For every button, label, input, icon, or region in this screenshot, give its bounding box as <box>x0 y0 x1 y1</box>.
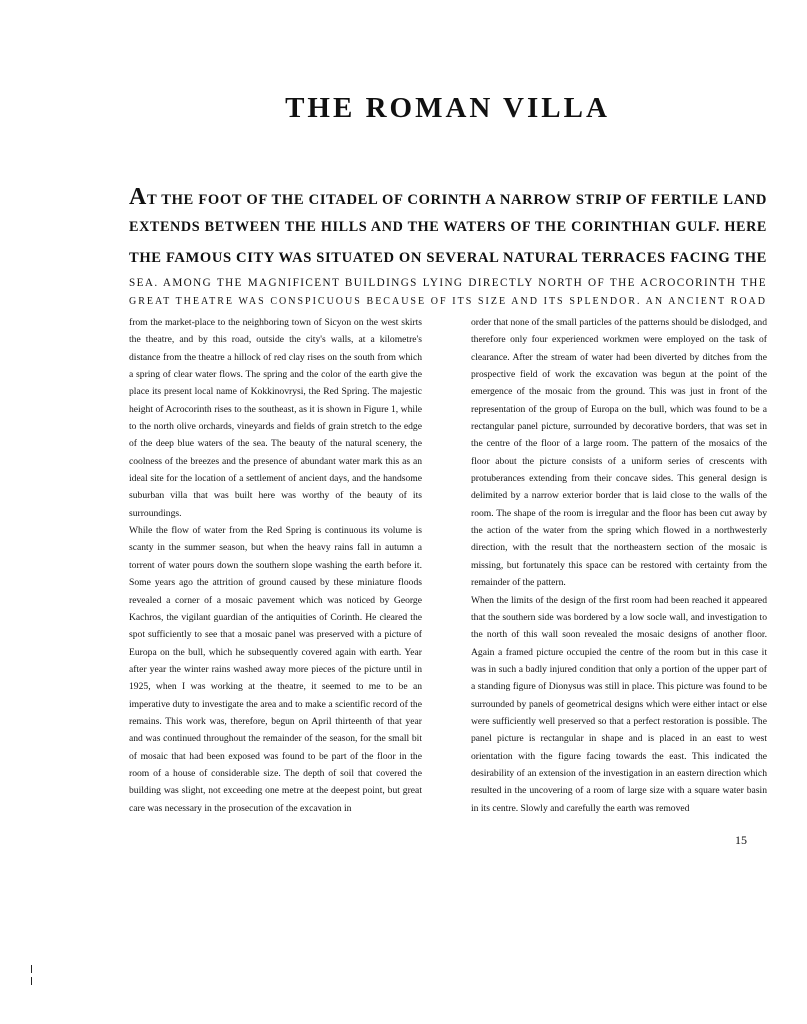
lead-line-5 <box>129 296 767 307</box>
lead-line-3-text: THE FAMOUS CITY WAS SITUATED ON SEVERAL NATURAL TERRACES FACING THE <box>129 250 767 266</box>
right-column <box>471 314 767 817</box>
page-number: 15 <box>735 833 747 847</box>
lead-line-4-text: SEA. AMONG THE MAGNIFICENT BUILDINGS LYING DIRECTLY NORTH OF THE ACROCORINTH THE <box>129 277 767 289</box>
lead-line-4 <box>129 277 767 289</box>
lead-line-3 <box>129 250 767 267</box>
binding-marks <box>31 965 34 993</box>
left-paragraph-2: While the flow of water from the Red Spring is continuous its volume is scanty in the summer season, but when the heavy rains fall in autumn a torrent of water pours down the southern slope washing the earth before it. Some years ago the attrition of ground caused by these miniature floods revealed a corner of a mosaic pavement which was noticed by George Kachros, the vigilant guardian of the antiquities of Corinth. He cleared the spot sufficiently to see that a mosaic panel was preserved with a picture of Europa on the bull, which he subsequently covered again with earth. Year after year the winter rains washed away more pieces of the picture until in 1925, when I was working at the theatre, it seemed to me to be an imperative duty to investigate the area and to make a scientific record of the remains. This work was, therefore, begun on April thirteenth of that year and was continued throughout the remainder of the season, for the small bit of mosaic that had been exposed was found to be part of the floor in the room of a house of considerable size. The depth of soil that covered the building was slight, not exceeding one metre at the deepest point, but great care was necessary in the prosecution of the excavation in <box>129 525 422 814</box>
drop-cap: A <box>129 184 147 210</box>
lead-line-1-text: T THE FOOT OF THE CITADEL OF CORINTH A NARROW STRIP OF FERTILE LAND <box>146 192 767 208</box>
left-column <box>129 314 422 817</box>
lead-line-1 <box>129 184 767 211</box>
lead-line-2-text: EXTENDS BETWEEN THE HILLS AND THE WATERS OF THE CORINTHIAN GULF. HERE <box>129 219 767 235</box>
left-paragraph-1: from the market-place to the neighboring town of Sicyon on the west skirts the theatre, and by this road, outside the city's walls, at a kilometre's distance from the theatre a hillock of red clay rises on the south from which a spring of clear water flows. The spring and the color of the earth give the place its present local name of Kokkinovrysi, the Red Spring. The majestic height of Acrocorinth rises to the southeast, as it is shown in Figure 1, while to the north olive orchards, vineyards and fields of grain stretch to the edge of the deep blue waters of the sea. The beauty of the natural scenery, the coolness of the breezes and the presence of abundant water mark this as an ideal site for the location of a settlement of ancient days, and the handsome suburban villa that was built here was worthy of the beauty of its surroundings. <box>129 317 422 519</box>
binding-mark <box>31 965 32 973</box>
page-title: THE ROMAN VILLA <box>285 92 610 124</box>
binding-mark <box>31 977 32 985</box>
right-paragraph-2: When the limits of the design of the first room had been reached it appeared that the southern side was bordered by a low socle wall, and investigation to the north of this wall soon revealed the mosaic designs of another floor. Again a framed picture occupied the centre of the room but in this case it was in such a badly injured condition that only a portion of the upper part of a standing figure of Dionysus was still in place. This picture was found to be surrounded by panels of geometrical designs which were either intact or else were sufficiently well preserved so that a perfect restoration is possible. The panel picture is rectangular in shape and is placed in an east to west orientation with the figure facing towards the east. This indicated the desirability of an extension of the investigation in an eastern direction which resulted in the uncovering of a room of large size with a square water basin in its centre. Slowly and carefully the earth was removed <box>471 594 767 814</box>
lead-line-5-text: GREAT THEATRE WAS CONSPICUOUS BECAUSE OF ITS SIZE AND ITS SPLENDOR. AN ANCIENT ROAD <box>129 296 767 307</box>
right-paragraph-1: order that none of the small particles of the patterns should be dislodged, and therefore only four experienced workmen were employed on the task of clearance. After the stream of water had been diverted by ditches from the prospective field of work the excavation was begun at the point of the emergence of the mosaic from the ground. This was just in front of the representation of the group of Europa on the bull, which was found to be a rectangular panel picture, surrounded by decorative borders, that was set in the centre of the floor of a large room. The pattern of the mosaics of the floor about the picture consists of a uniform series of crescents with protuberances extending from their concave sides. This general design is delimited by a narrow exterior border that is laid close to the walls of the room. The shape of the room is irregular and the floor has been cut away by the action of the water from the spring which flowed in a northwesterly direction, with the result that the northeastern section of the mosaic is missing, but fortunately this space can be restored with certainty from the remainder of the pattern. <box>471 317 767 589</box>
lead-line-2 <box>129 219 767 236</box>
